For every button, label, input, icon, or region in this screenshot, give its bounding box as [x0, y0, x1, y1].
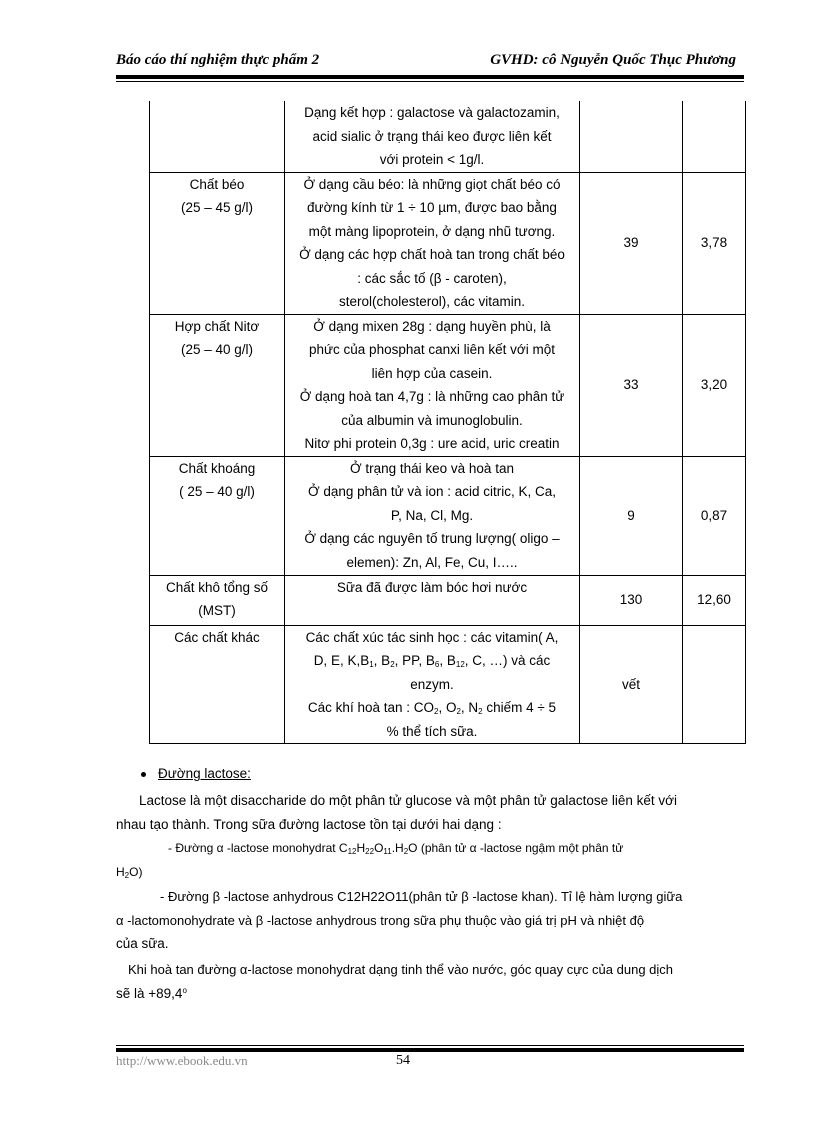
footer-rule-thin [116, 1045, 744, 1046]
description-line: Các khí hoà tan : $CO_2$, $O_2$, $N_2$ chiếm 4 ÷ 5 [307, 700, 557, 716]
table-cell-name [150, 456, 285, 575]
header-rule-thick [116, 75, 744, 79]
section-bullet [141, 762, 251, 786]
description-line: Ở dạng phân tử và ion : acid citric, K, Ca, [308, 484, 556, 499]
table-row [150, 456, 746, 575]
table-cell-value-1: 130 [580, 575, 683, 625]
page-header [116, 50, 736, 74]
table-cell-description [285, 625, 580, 744]
table-cell-description [285, 575, 580, 625]
text-line: Lactose là một disaccharide do một phân tử glucose và một phân tử galactose liên kết với [139, 793, 677, 808]
table-row [150, 314, 746, 456]
component-range: (25 – 45 g/l) [180, 200, 254, 215]
table-cell-name [150, 172, 285, 314]
paragraph [116, 885, 728, 956]
description-line: acid sialic ở trạng thái keo được liên kết [312, 128, 552, 144]
text-line: Khi hoà tan đường α-lactose monohydrat dạng tinh thể vào nước, góc quay cực của dung dịch [128, 962, 674, 977]
description-line: P, Na, Cl, Mg. [390, 507, 474, 523]
description-line: Ở dạng mixen 28g : dạng huyền phù, là [313, 318, 551, 334]
paragraph [116, 789, 728, 836]
table-cell-value-2: 0,87 [683, 456, 746, 575]
component-range: ( 25 – 40 g/l) [179, 484, 255, 499]
table-cell-value-1 [580, 101, 683, 172]
table-cell-value-2 [683, 625, 746, 744]
table-cell-value-2: 12,60 [683, 575, 746, 625]
text-line: - Đường α -lactose monohydrat $C_{12}H_{22}O_{11}.H_2O$ (phân tử α -lactose ngậm một phân tử [168, 841, 624, 856]
component-name: Chất béo [189, 176, 245, 192]
text-line: - Đường β -lactose anhydrous C12H22O11(phân tử β -lactose khan). Tỉ lệ hàm lượng giữa [160, 889, 683, 904]
table-cell-description [285, 456, 580, 575]
header-report-title: Báo cáo thí nghiệm thực phẩm 2 [116, 52, 320, 68]
table-cell-value-1: 33 [580, 314, 683, 456]
paragraph [116, 837, 728, 884]
table-cell-name [150, 575, 285, 625]
table-cell-description [285, 101, 580, 172]
page-number: 54 [396, 1053, 410, 1068]
description-line: một màng lipoprotein, ở dạng nhũ tương. [308, 223, 556, 239]
table-cell-name [150, 625, 285, 744]
table-cell-value-1: 9 [580, 456, 683, 575]
component-range: (MST) [198, 603, 236, 618]
table-cell-value-2: 3,20 [683, 314, 746, 456]
component-range: (25 – 40 g/l) [180, 342, 254, 357]
description-line: Ở dạng cầu béo: là những giọt chất béo có [303, 176, 561, 192]
milk-composition-table [149, 101, 746, 744]
component-name: Chất khoáng [178, 460, 256, 476]
description-line: của albumin và imunoglobulin. [341, 412, 523, 428]
table-row [150, 172, 746, 314]
footer-url: http://www.ebook.edu.vn [116, 1053, 248, 1068]
component-name: Các chất khác [174, 629, 260, 645]
description-line: Ở dạng các hợp chất hoà tan trong chất béo [299, 247, 565, 262]
description-line: Ở dạng hoà tan 4,7g : là những cao phân tử [299, 389, 565, 404]
table-cell-value-1: 39 [580, 172, 683, 314]
component-name: Hợp chất Nitơ [174, 318, 260, 334]
table-row [150, 101, 746, 172]
table-cell-value-2: 3,78 [683, 172, 746, 314]
table-cell-description [285, 172, 580, 314]
table-cell-value-1: vết [580, 625, 683, 744]
header-rule-thin [116, 81, 744, 82]
text-line: nhau tạo thành. Trong sữa đường lactose tồn tại dưới hai dạng : [116, 816, 502, 832]
description-line: Dạng kết hợp : galactose và galactozamin, [304, 105, 560, 120]
description-line: sterol(cholesterol), các vitamin. [338, 294, 526, 309]
description-line: Ở trạng thái keo và hoà tan [350, 460, 514, 476]
description-line: % thể tích sữa. [386, 723, 478, 739]
text-line: sẽ là $+89,4^o$ [116, 985, 187, 1001]
description-line: D, E, $K,B_1$, $B_2$, PP, $B_6$, $B_{12}$, C, …) và các [313, 653, 551, 669]
table-row [150, 575, 746, 625]
bullet-icon [141, 772, 146, 777]
description-line: phức của phosphat canxi liên kết với một [308, 342, 556, 357]
text-line: của sữa. [116, 936, 169, 951]
footer-rule-thick [116, 1048, 744, 1052]
description-line: Các chất xúc tác sinh học : các vitamin( A, [305, 629, 559, 645]
description-line: liên hợp của casein. [371, 365, 493, 381]
description-line: với protein < 1g/l. [379, 152, 485, 167]
table-cell-name [150, 314, 285, 456]
paragraph [116, 958, 728, 1005]
description-line: Sữa đã được làm bóc hơi nước [336, 579, 528, 595]
table-row [150, 625, 746, 744]
table-cell-description [285, 314, 580, 456]
component-name: Chất khô tổng số [165, 579, 269, 595]
text-line: α -lactomonohydrate và β -lactose anhydrous trong sữa phụ thuộc vào giá trị pH và nhiệt độ [116, 912, 645, 928]
description-line: elemen): Zn, Al, Fe, Cu, I….. [346, 554, 518, 570]
description-line: Ở dạng các nguyên tố trung lượng( oligo – [304, 531, 560, 546]
description-line: enzym. [410, 676, 454, 692]
description-line: Nitơ phi protein 0,3g : ure acid, uric creatin [304, 436, 560, 451]
section-title: Đường lactose: [158, 766, 251, 781]
header-instructor: GVHD: cô Nguyễn Quốc Thục Phương [490, 52, 736, 68]
table-cell-name [150, 101, 285, 172]
table-cell-value-2 [683, 101, 746, 172]
description-line: : các sắc tố (β - caroten), [357, 270, 507, 286]
text-line: $H_2O$) [116, 864, 143, 880]
description-line: đường kính từ 1 ÷ 10 µm, được bao bằng [307, 200, 557, 215]
